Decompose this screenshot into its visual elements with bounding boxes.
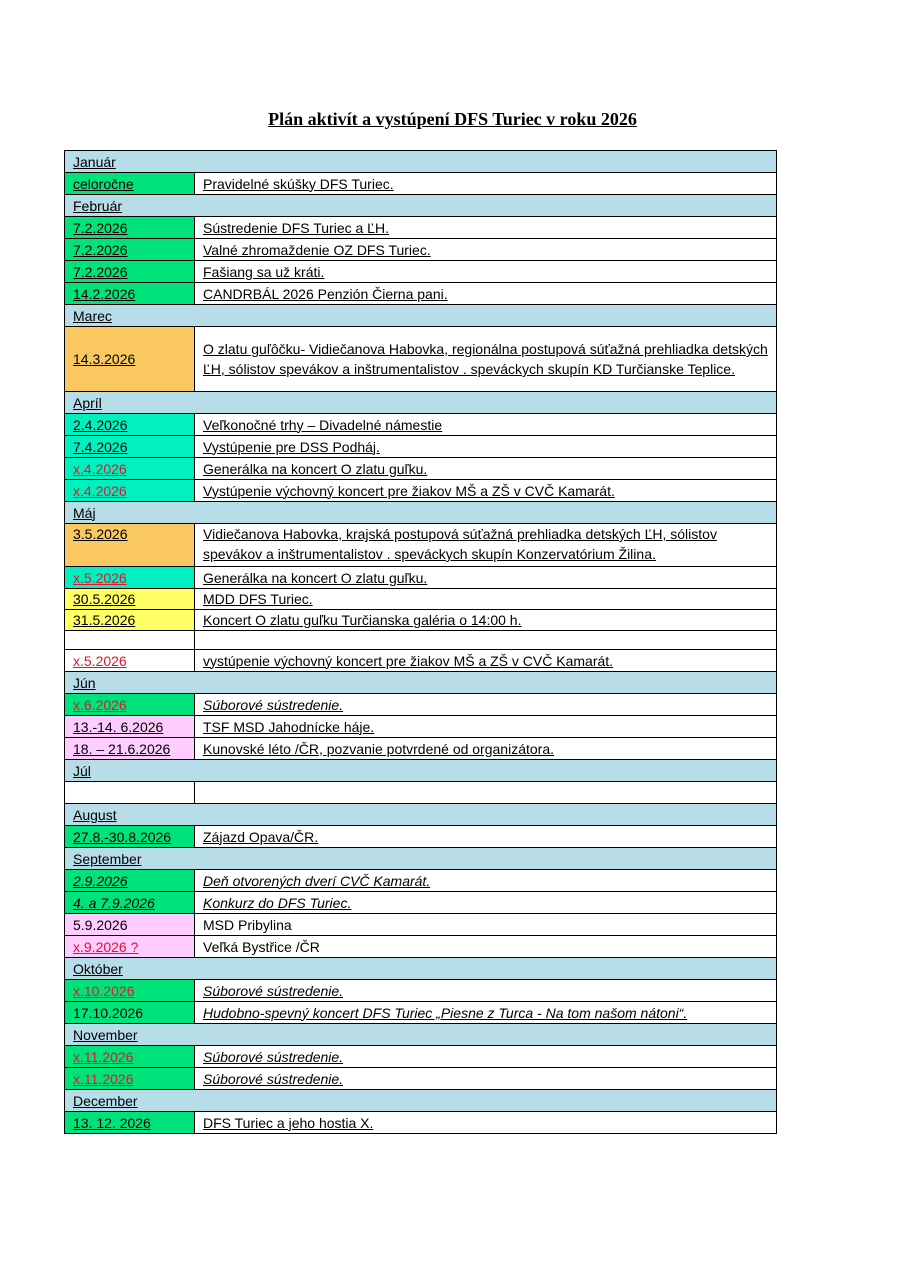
table-row [65, 1002, 777, 1024]
date-cell: 31.5.2026 [65, 610, 195, 631]
event-cell: MSD Pribylina [195, 914, 777, 936]
month-label: September [65, 848, 777, 870]
table-row [65, 980, 777, 1002]
date-cell: celoročne [65, 173, 195, 195]
event-cell: Konkurz do DFS Turiec. [195, 892, 777, 914]
event-cell: Súborové sústredenie. [195, 980, 777, 1002]
month-label: Október [65, 958, 777, 980]
month-row [65, 804, 777, 826]
table-row [65, 782, 777, 804]
event-cell: Valné zhromaždenie OZ DFS Turiec. [195, 239, 777, 261]
event-cell: O zlatu guľôčku- Vidiečanova Habovka, regionálna postupová súťažná prehliadka detských ĽH, sólistov spevákov a inštrumentalistov . speváckych skupín KD Turčianske Teplice. [195, 327, 777, 392]
month-label: Január [65, 151, 777, 173]
date-cell: 5.9.2026 [65, 914, 195, 936]
table-row [65, 589, 777, 610]
month-label: Júl [65, 760, 777, 782]
month-row [65, 1024, 777, 1046]
event-cell: vystúpenie výchovný koncert pre žiakov MŠ a ZŠ v CVČ Kamarát. [195, 650, 777, 672]
date-cell: 13. 12. 2026 [65, 1112, 195, 1134]
date-cell: x.11.2026 [65, 1046, 195, 1068]
table-row [65, 716, 777, 738]
table-row [65, 870, 777, 892]
date-cell: 14.2.2026 [65, 283, 195, 305]
event-cell: Súborové sústredenie. [195, 1046, 777, 1068]
event-cell: CANDRBÁL 2026 Penzión Čierna pani. [195, 283, 777, 305]
table-row [65, 524, 777, 567]
event-cell [195, 524, 777, 567]
month-row [65, 151, 777, 173]
table-row [65, 610, 777, 631]
date-cell: x.4.2026 [65, 480, 195, 502]
month-row [65, 502, 777, 524]
month-label: Jún [65, 672, 777, 694]
event-cell: MDD DFS Turiec. [195, 589, 777, 610]
month-label: December [65, 1090, 777, 1112]
date-cell: 2.4.2026 [65, 414, 195, 436]
table-row [65, 436, 777, 458]
table-row [65, 283, 777, 305]
event-cell [195, 782, 777, 804]
event-cell [195, 631, 777, 650]
date-cell: 7.2.2026 [65, 217, 195, 239]
month-label: Apríl [65, 392, 777, 414]
table-row [65, 567, 777, 589]
event-cell: Vystúpenie pre DSS Podháj. [195, 436, 777, 458]
event-cell: Sústredenie DFS Turiec a ĽH. [195, 217, 777, 239]
date-cell: 14.3.2026 [65, 327, 195, 392]
month-row [65, 1090, 777, 1112]
date-cell: 2.9.2026 [65, 870, 195, 892]
table-row [65, 458, 777, 480]
month-row [65, 848, 777, 870]
activity-table-body [65, 151, 777, 1134]
table-row [65, 826, 777, 848]
table-row [65, 1112, 777, 1134]
event-cell: Generálka na koncert O zlatu guľku. [195, 458, 777, 480]
event-cell: Veľkonočné trhy – Divadelné námestie [195, 414, 777, 436]
table-row [65, 217, 777, 239]
month-label: Február [65, 195, 777, 217]
month-row [65, 672, 777, 694]
event-cell: Koncert O zlatu guľku Turčianska galéria o 14:00 h. [195, 610, 777, 631]
table-row [65, 414, 777, 436]
table-row [65, 327, 777, 392]
month-row [65, 392, 777, 414]
event-cell: DFS Turiec a jeho hostia X. [195, 1112, 777, 1134]
table-row [65, 631, 777, 650]
date-cell: 7.2.2026 [65, 239, 195, 261]
event-cell: TSF MSD Jahodnícke háje. [195, 716, 777, 738]
date-cell: 13.-14. 6.2026 [65, 716, 195, 738]
event-cell: Pravidelné skúšky DFS Turiec. [195, 173, 777, 195]
event-cell: Zájazd Opava/ČR. [195, 826, 777, 848]
date-cell: x.6.2026 [65, 694, 195, 716]
date-cell: 4. a 7.9.2026 [65, 892, 195, 914]
table-row [65, 1068, 777, 1090]
page-title: Plán aktivít a vystúpení DFS Turiec v roku 2026 [268, 109, 637, 129]
month-label: Marec [65, 305, 777, 327]
event-cell: Generálka na koncert O zlatu guľku. [195, 567, 777, 589]
date-cell [65, 782, 195, 804]
table-row [65, 1046, 777, 1068]
date-cell: 7.2.2026 [65, 261, 195, 283]
date-cell: x.4.2026 [65, 458, 195, 480]
date-cell: 27.8.-30.8.2026 [65, 826, 195, 848]
table-row [65, 239, 777, 261]
table-row [65, 173, 777, 195]
event-cell: Súborové sústredenie. [195, 1068, 777, 1090]
date-cell: 7.4.2026 [65, 436, 195, 458]
date-cell: x.5.2026 [65, 567, 195, 589]
month-row [65, 958, 777, 980]
month-row [65, 305, 777, 327]
date-cell: x.11.2026 [65, 1068, 195, 1090]
table-row [65, 480, 777, 502]
event-cell: Fašiang sa už kráti. [195, 261, 777, 283]
event-cell: Vystúpenie výchovný koncert pre žiakov MŠ a ZŠ v CVČ Kamarát. [195, 480, 777, 502]
date-cell: x.10.2026 [65, 980, 195, 1002]
month-row [65, 760, 777, 782]
month-label: November [65, 1024, 777, 1046]
month-label: August [65, 804, 777, 826]
table-row [65, 936, 777, 958]
date-cell: x.9.2026 ? [65, 936, 195, 958]
date-cell: 30.5.2026 [65, 589, 195, 610]
table-row [65, 261, 777, 283]
event-cell: Hudobno-spevný koncert DFS Turiec „Piesne z Turca - Na tom našom nátoni“. [195, 1002, 777, 1024]
table-row [65, 650, 777, 672]
date-cell: 17.10.2026 [65, 1002, 195, 1024]
date-cell: 3.5.2026 [65, 524, 195, 567]
table-row [65, 694, 777, 716]
event-cell: Kunovské léto /ČR, pozvanie potvrdené od organizátora. [195, 738, 777, 760]
event-cell: Súborové sústredenie. [195, 694, 777, 716]
table-row [65, 738, 777, 760]
table-row [65, 914, 777, 936]
activity-table [64, 150, 777, 1134]
event-text: Vidiečanova Habovka, krajská postupová súťažná prehliadka detských ĽH, sólistov spevákov a inštrumentalistov . speváckych skupín Konzervatórium Žilina. [203, 526, 717, 562]
date-cell: 18. – 21.6.2026 [65, 738, 195, 760]
table-row [65, 892, 777, 914]
event-cell: Deň otvorených dverí CVČ Kamarát. [195, 870, 777, 892]
event-cell: Veľká Bystřice /ČR [195, 936, 777, 958]
month-row [65, 195, 777, 217]
date-cell: x.5.2026 [65, 650, 195, 672]
date-cell [65, 631, 195, 650]
month-label: Máj [65, 502, 777, 524]
